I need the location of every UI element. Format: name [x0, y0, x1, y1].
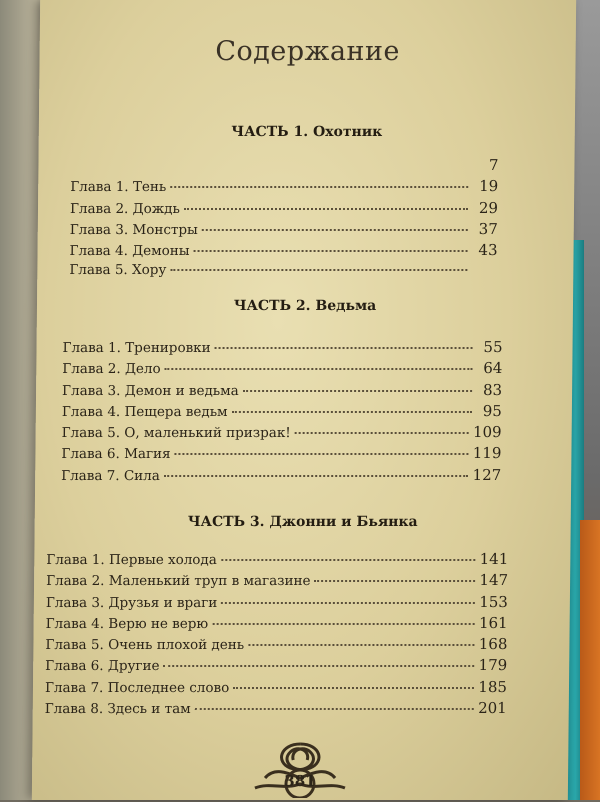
- toc-row: [61, 466, 501, 487]
- toc-page-number: 179: [478, 656, 508, 675]
- toc-chapter-label: Глава 2. Маленький труп в магазине: [46, 573, 311, 590]
- toc-chapter-label: Глава 5. О, маленький призрак!: [61, 425, 291, 442]
- toc-chapter-label: Глава 6. Другие: [45, 658, 160, 675]
- toc-page-number: 147: [479, 571, 509, 590]
- footer-ornament: [32, 738, 569, 802]
- toc-row: [45, 678, 507, 699]
- book-cover-orange: [580, 520, 600, 800]
- toc-row: [62, 423, 502, 444]
- toc-chapter-label: Глава 5. Хору: [69, 262, 167, 279]
- toc-chapter-label: Глава 7. Сила: [61, 467, 160, 484]
- part-3-heading: ЧАСТЬ 3. Джонни и Бьянка: [187, 514, 418, 530]
- toc-row: [70, 220, 498, 241]
- toc-row: [69, 262, 497, 283]
- toc-leader-dots: [315, 580, 476, 582]
- toc-page-number: 109: [472, 423, 502, 442]
- toc-row: [62, 338, 502, 359]
- part-1-toc: [69, 156, 498, 284]
- toc-leader-dots: [248, 644, 475, 646]
- toc-chapter-label: Глава 2. Дело: [62, 361, 161, 378]
- toc-chapter-label: Глава 1. Тень: [70, 179, 167, 196]
- toc-chapter-label: Глава 6. Магия: [61, 446, 171, 463]
- toc-row: [70, 199, 498, 220]
- toc-chapter-label: Глава 3. Друзья и враги: [45, 594, 218, 611]
- toc-chapter-label: Глава 4. Демоны: [69, 243, 190, 260]
- toc-page-number: 29: [478, 198, 499, 217]
- toc-page-number: 141: [479, 550, 509, 568]
- toc-row: [46, 571, 508, 592]
- toc-leader-dots: [202, 229, 468, 231]
- toc-page-number: 119: [472, 444, 502, 463]
- toc-chapter-label: Глава 8. Здесь и там: [44, 701, 191, 718]
- toc-leader-dots: [232, 411, 472, 413]
- toc-leader-dots: [243, 390, 472, 392]
- toc-leader-dots: [165, 368, 473, 370]
- toc-chapter-label: Глава 2. Дождь: [69, 200, 180, 217]
- toc-leader-dots: [195, 708, 474, 710]
- toc-chapter-label: Глава 3. Монстры: [69, 221, 198, 238]
- toc-page-number: 7: [488, 156, 499, 174]
- part-2-toc: [61, 338, 503, 487]
- toc-intro-row: [70, 156, 498, 177]
- toc-page-number: 161: [478, 613, 508, 632]
- toc-leader-dots: [164, 475, 469, 477]
- toc-chapter-label: Глава 4. Пещера ведьм: [61, 403, 228, 420]
- toc-chapter-label: Глава 7. Последнее слово: [44, 679, 230, 696]
- toc-page-number: 153: [479, 592, 508, 611]
- toc-row: [45, 699, 507, 720]
- toc-page-number: 64: [483, 359, 503, 378]
- toc-leader-dots: [295, 432, 469, 434]
- toc-row: [62, 381, 502, 402]
- toc-page-number: 83: [482, 380, 503, 399]
- toc-chapter-label: Глава 3. Демон и ведьма: [62, 382, 239, 399]
- toc-page-number: 37: [478, 219, 498, 238]
- toc-row: [46, 593, 508, 614]
- toc-page-number: 55: [483, 338, 503, 356]
- toc-row: [45, 635, 507, 656]
- toc-page-number: 201: [478, 699, 507, 718]
- toc-row: [62, 359, 502, 380]
- toc-leader-dots: [221, 559, 476, 561]
- page-number: 381: [284, 772, 316, 790]
- toc-row: [70, 177, 498, 198]
- toc-chapter-label: Глава 1. Тренировки: [62, 340, 211, 356]
- part-3-toc: [45, 550, 509, 720]
- toc-row: [45, 656, 507, 677]
- toc-leader-dots: [194, 250, 468, 252]
- toc-row: [61, 444, 501, 465]
- toc-page-number: 127: [472, 465, 502, 484]
- toc-leader-dots: [215, 347, 473, 349]
- toc-row: [46, 550, 508, 571]
- toc-page-number: 19: [479, 177, 499, 196]
- toc-page-number: 168: [478, 635, 508, 654]
- toc-leader-dots: [170, 186, 468, 188]
- page-title: Содержание: [215, 36, 401, 67]
- toc-leader-dots: [233, 687, 474, 689]
- toc-chapter-label: Глава 4. Верю не верю: [45, 615, 209, 632]
- toc-leader-dots: [212, 623, 475, 625]
- toc-row: [62, 402, 502, 423]
- toc-chapter-label: Глава 1. Первые холода: [46, 552, 217, 568]
- toc-chapter-label: Глава 5. Очень плохой день: [45, 637, 245, 654]
- toc-page-number: 43: [478, 241, 498, 260]
- toc-leader-dots: [221, 602, 475, 604]
- toc-row: [69, 241, 497, 262]
- toc-leader-dots: [175, 453, 469, 455]
- toc-leader-dots: [184, 208, 468, 210]
- toc-page-number: 95: [482, 401, 502, 420]
- toc-row: [46, 614, 508, 635]
- part-1-heading: ЧАСТЬ 1. Охотник: [231, 124, 383, 140]
- part-2-heading: ЧАСТЬ 2. Ведьма: [233, 298, 377, 314]
- toc-leader-dots: [170, 269, 467, 271]
- book-page: [32, 0, 576, 800]
- toc-leader-dots: [163, 665, 474, 667]
- toc-page-number: 185: [478, 677, 508, 696]
